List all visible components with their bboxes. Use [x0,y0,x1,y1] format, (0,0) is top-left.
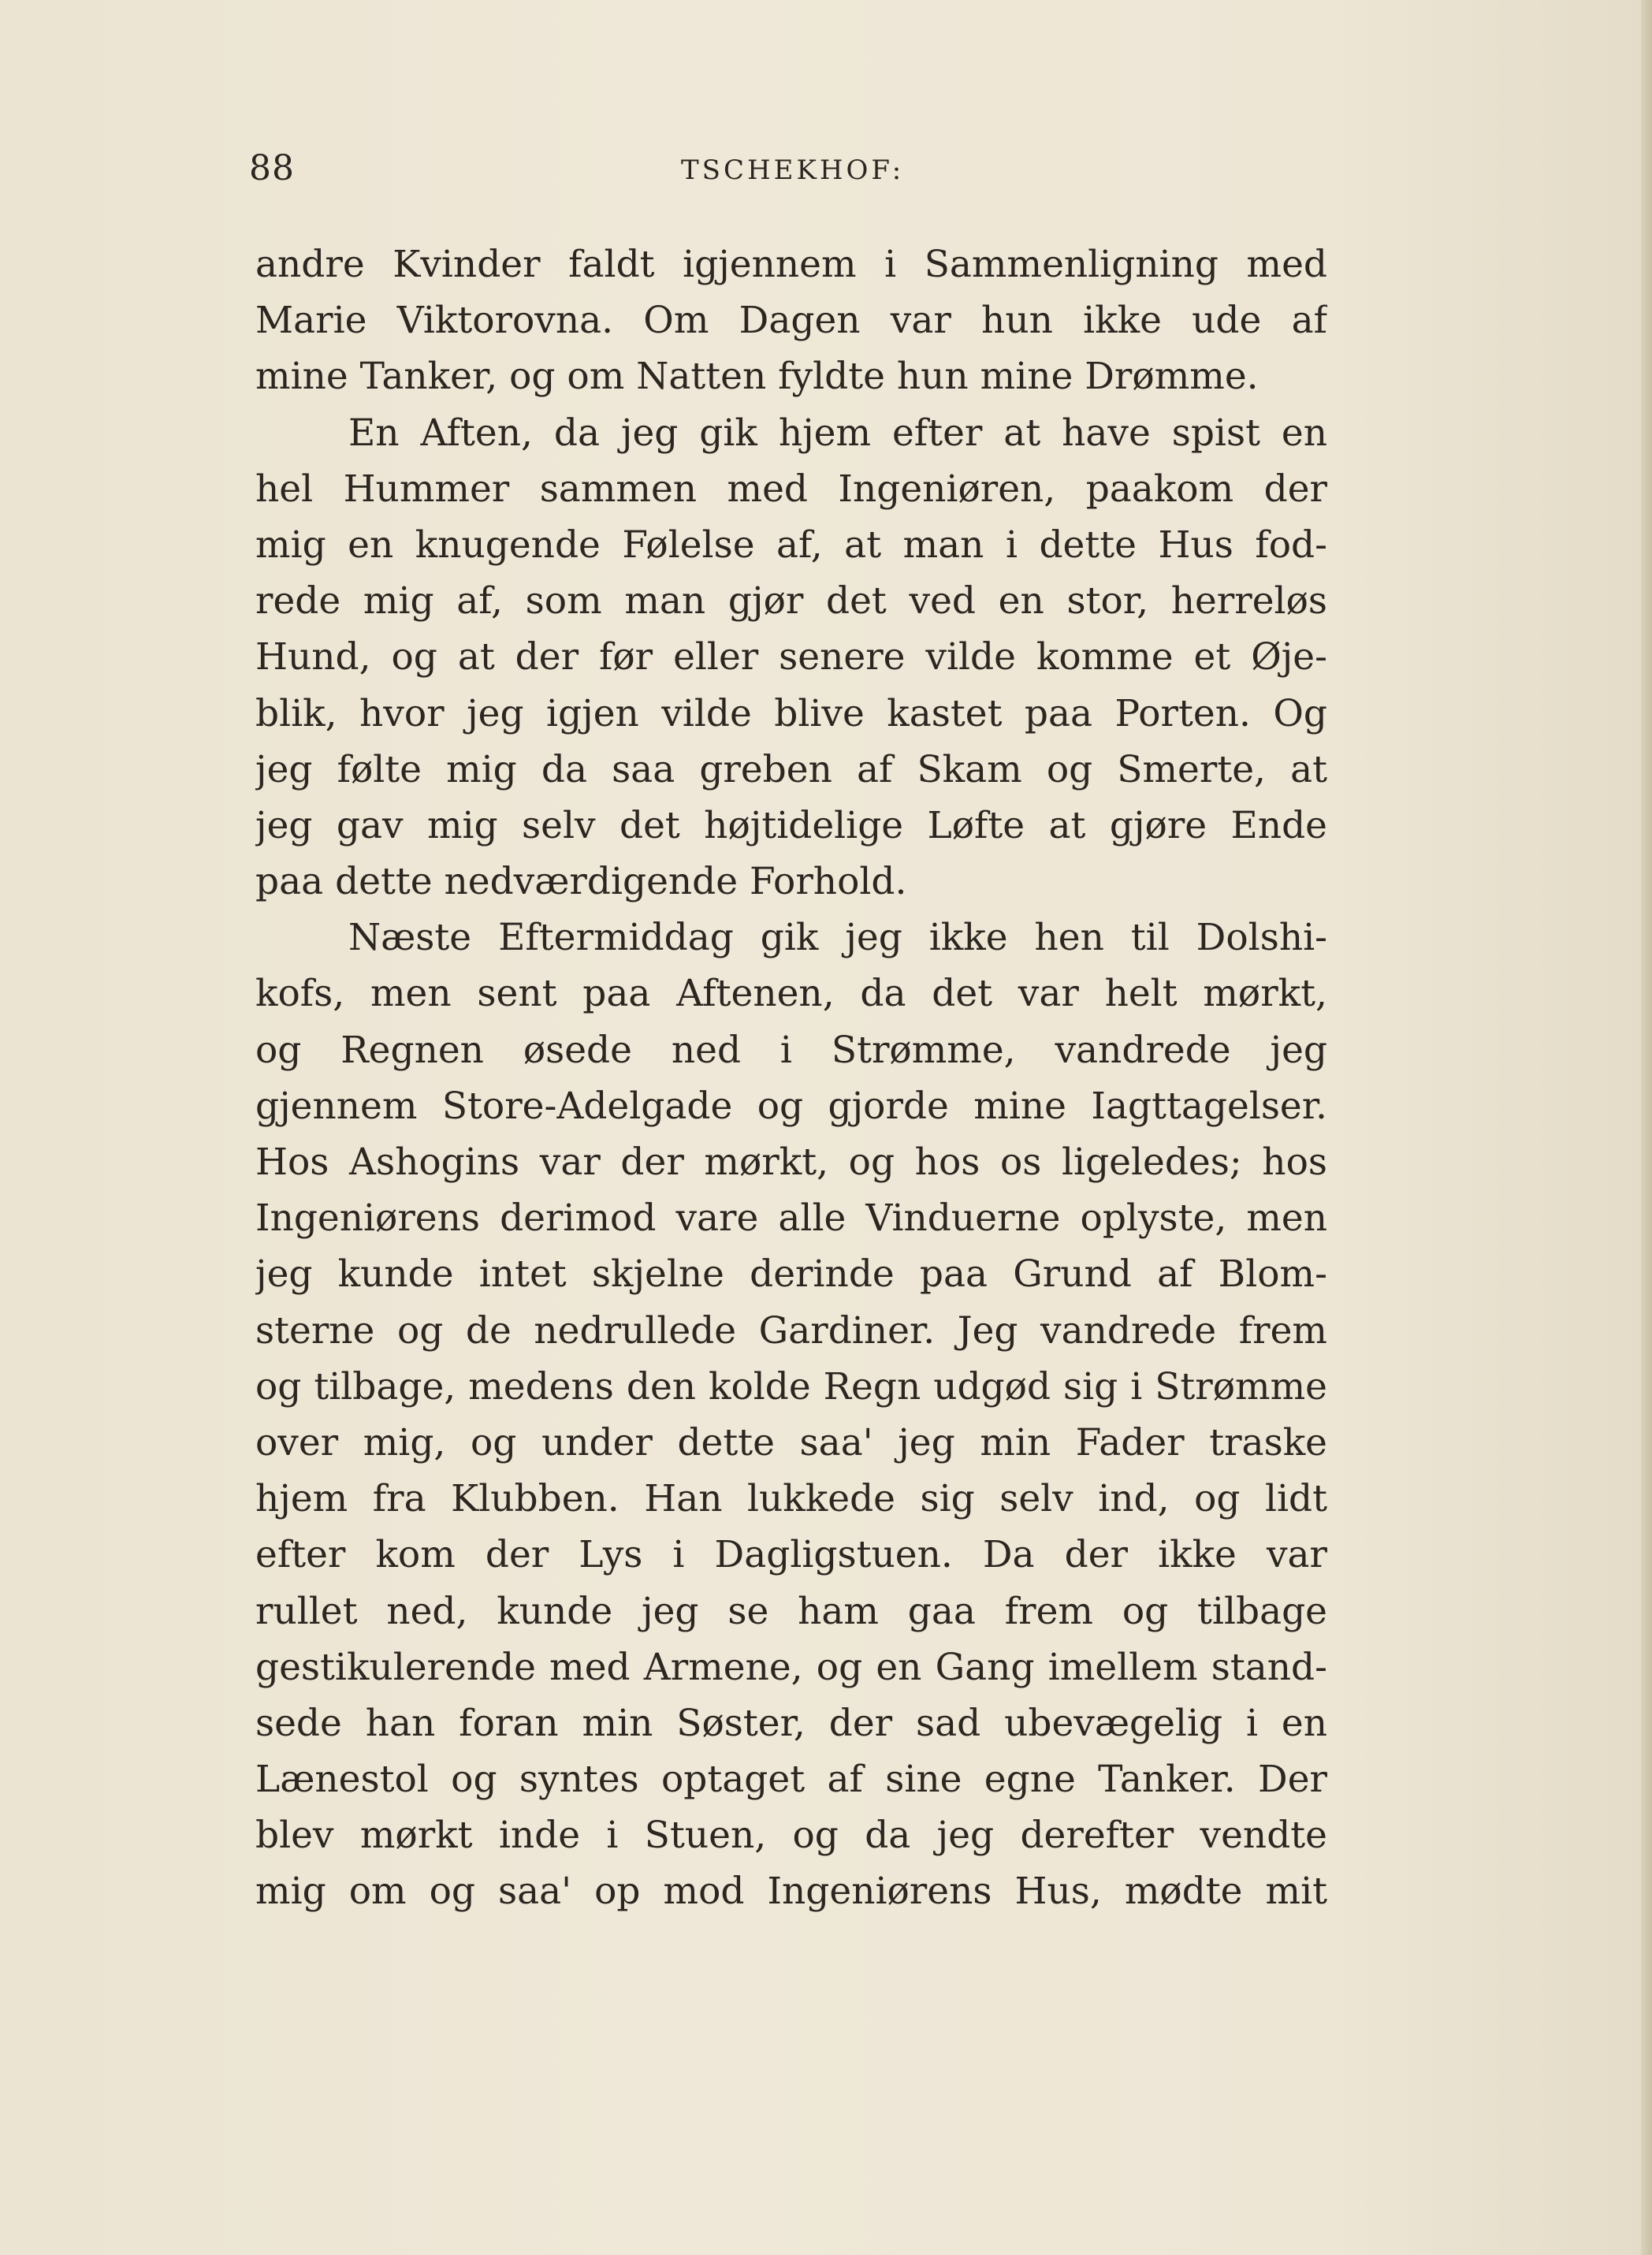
text-line: andre Kvinder faldt igjennem i Sammenligning med [255,243,1327,286]
text-line: Marie Viktorovna. Om Dagen var hun ikke ude af [255,299,1327,343]
text-line: sede han foran min Søster, der sad ubevægelig i en [255,1701,1327,1745]
text-line: mig om og saa' op mod Ingeniørens Hus, mødte mit [255,1870,1327,1914]
text-line: hjem fra Klubben. Han lukkede sig selv ind, og lidt [255,1477,1327,1521]
text-line: paa dette nedværdigende Forhold. [255,860,907,904]
text-line: Hos Ashogins var der mørkt, og hos os ligeledes; hos [255,1141,1327,1184]
text-line: rede mig af, som man gjør det ved en stor, herreløs [255,579,1327,623]
text-line: jeg gav mig selv det højtidelige Løfte at gjøre Ende [255,803,1327,847]
text-line: mig en knugende Følelse af, at man i dette Hus fod- [255,523,1327,567]
text-line: jeg følte mig da saa greben af Skam og Smerte, at [255,747,1327,791]
text-line: jeg kunde intet skjelne derinde paa Grund af Blom- [255,1252,1327,1297]
text-line: mine Tanker, og om Natten fyldte hun mine Drømme. [255,355,1259,399]
text-line: sterne og de nedrullede Gardiner. Jeg vandrede frem [255,1308,1327,1353]
text-line: over mig, og under dette saa' jeg min Fader traske [255,1420,1327,1464]
text-line: blev mørkt inde i Stuen, og da jeg derefter vendte [255,1814,1327,1858]
running-title: TSCHEKHOF: [681,154,905,186]
text-line: rullet ned, kunde jeg se ham gaa frem og tilbage [255,1589,1327,1633]
text-line: Lænestol og syntes optaget af sine egne Tanker. Der [255,1758,1327,1802]
page-edge [1641,0,1652,2255]
text-line: En Aften, da jeg gik hjem efter at have spist en [348,411,1327,455]
text-line: blik, hvor jeg igjen vilde blive kastet paa Porten. Og [255,691,1327,735]
text-line: gestikulerende med Armene, og en Gang imellem stand- [255,1645,1327,1689]
text-line: efter kom der Lys i Dagligstuen. Da der ikke var [255,1533,1327,1577]
text-line: Ingeniørens derimod vare alle Vinduerne oplyste, men [255,1196,1327,1241]
text-line: kofs, men sent paa Aftenen, da det var helt mørkt, [255,972,1327,1016]
text-line: og Regnen øsede ned i Strømme, vandrede jeg [255,1028,1327,1072]
text-line: hel Hummer sammen med Ingeniøren, paakom der [255,467,1327,511]
body-text [255,236,1327,1920]
text-line: Hund, og at der før eller senere vilde komme et Øje- [255,635,1327,679]
page-header [249,148,1333,195]
text-line: gjennem Store-Adelgade og gjorde mine Iagttagelser. [255,1084,1327,1128]
page-number: 88 [249,148,295,188]
text-line: og tilbage, medens den kolde Regn udgød sig i Strømme [255,1364,1327,1408]
text-line: Næste Eftermiddag gik jeg ikke hen til Dolshi- [348,916,1327,960]
